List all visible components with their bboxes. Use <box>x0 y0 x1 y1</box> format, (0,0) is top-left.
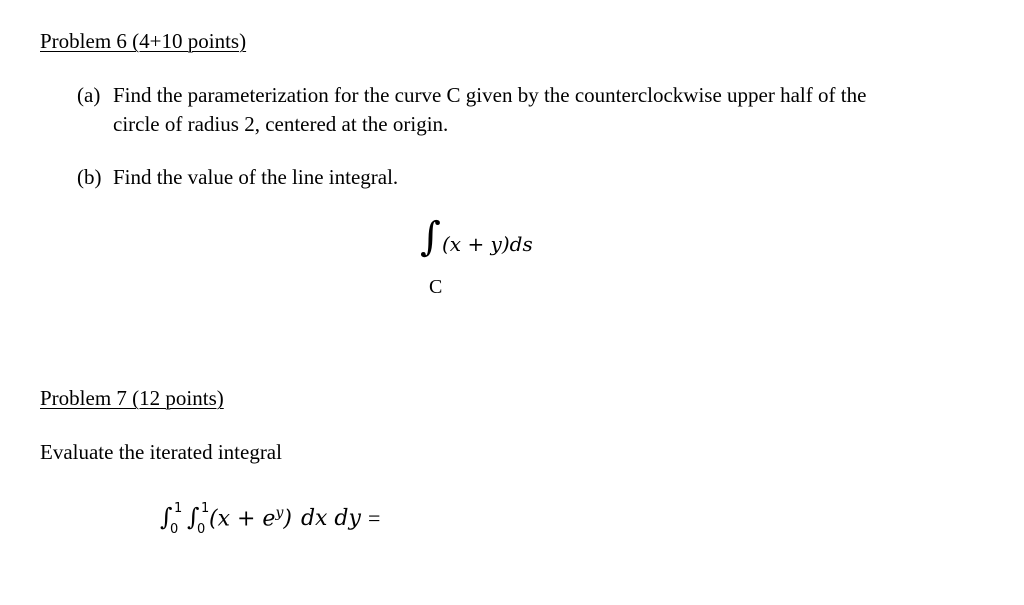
problem-7-heading: Problem 7 (12 points) <box>40 386 224 410</box>
part-b-text: Find the value of the line integral. <box>113 165 399 189</box>
part-a-line-1: Find the parameterization for the curve C given by the counterclockwise upper half of the <box>113 83 867 107</box>
part-b-label: (b) <box>77 165 102 189</box>
inner-lower-limit: 0 <box>197 522 206 537</box>
inner-upper-limit: 1 <box>201 501 210 516</box>
differentials: dx dy <box>300 506 361 532</box>
line-integral-integrand: (x + y)ds <box>442 232 533 256</box>
inner-integral-sign: ∫ <box>187 503 200 531</box>
part-a-line-2: circle of radius 2, centered at the origin. <box>113 112 449 136</box>
integrand-open: (x + e <box>209 506 276 532</box>
iterated-integrand <box>209 505 380 531</box>
integrand-close: ) <box>283 506 292 532</box>
integral-sign: ∫ <box>420 214 441 260</box>
line-integral-subscript: C <box>429 276 443 298</box>
problem-6-heading: Problem 6 (4+10 points) <box>40 29 247 53</box>
outer-lower-limit: 0 <box>170 522 179 537</box>
integrand-exponent: y <box>275 505 284 521</box>
equals-sign: = <box>367 505 381 531</box>
iterated-integral <box>160 498 440 546</box>
problem-7-prompt: Evaluate the iterated integral <box>40 440 282 464</box>
outer-integral-sign: ∫ <box>160 503 173 531</box>
part-a-label: (a) <box>77 83 101 107</box>
line-integral <box>420 214 560 300</box>
outer-upper-limit: 1 <box>174 501 183 516</box>
